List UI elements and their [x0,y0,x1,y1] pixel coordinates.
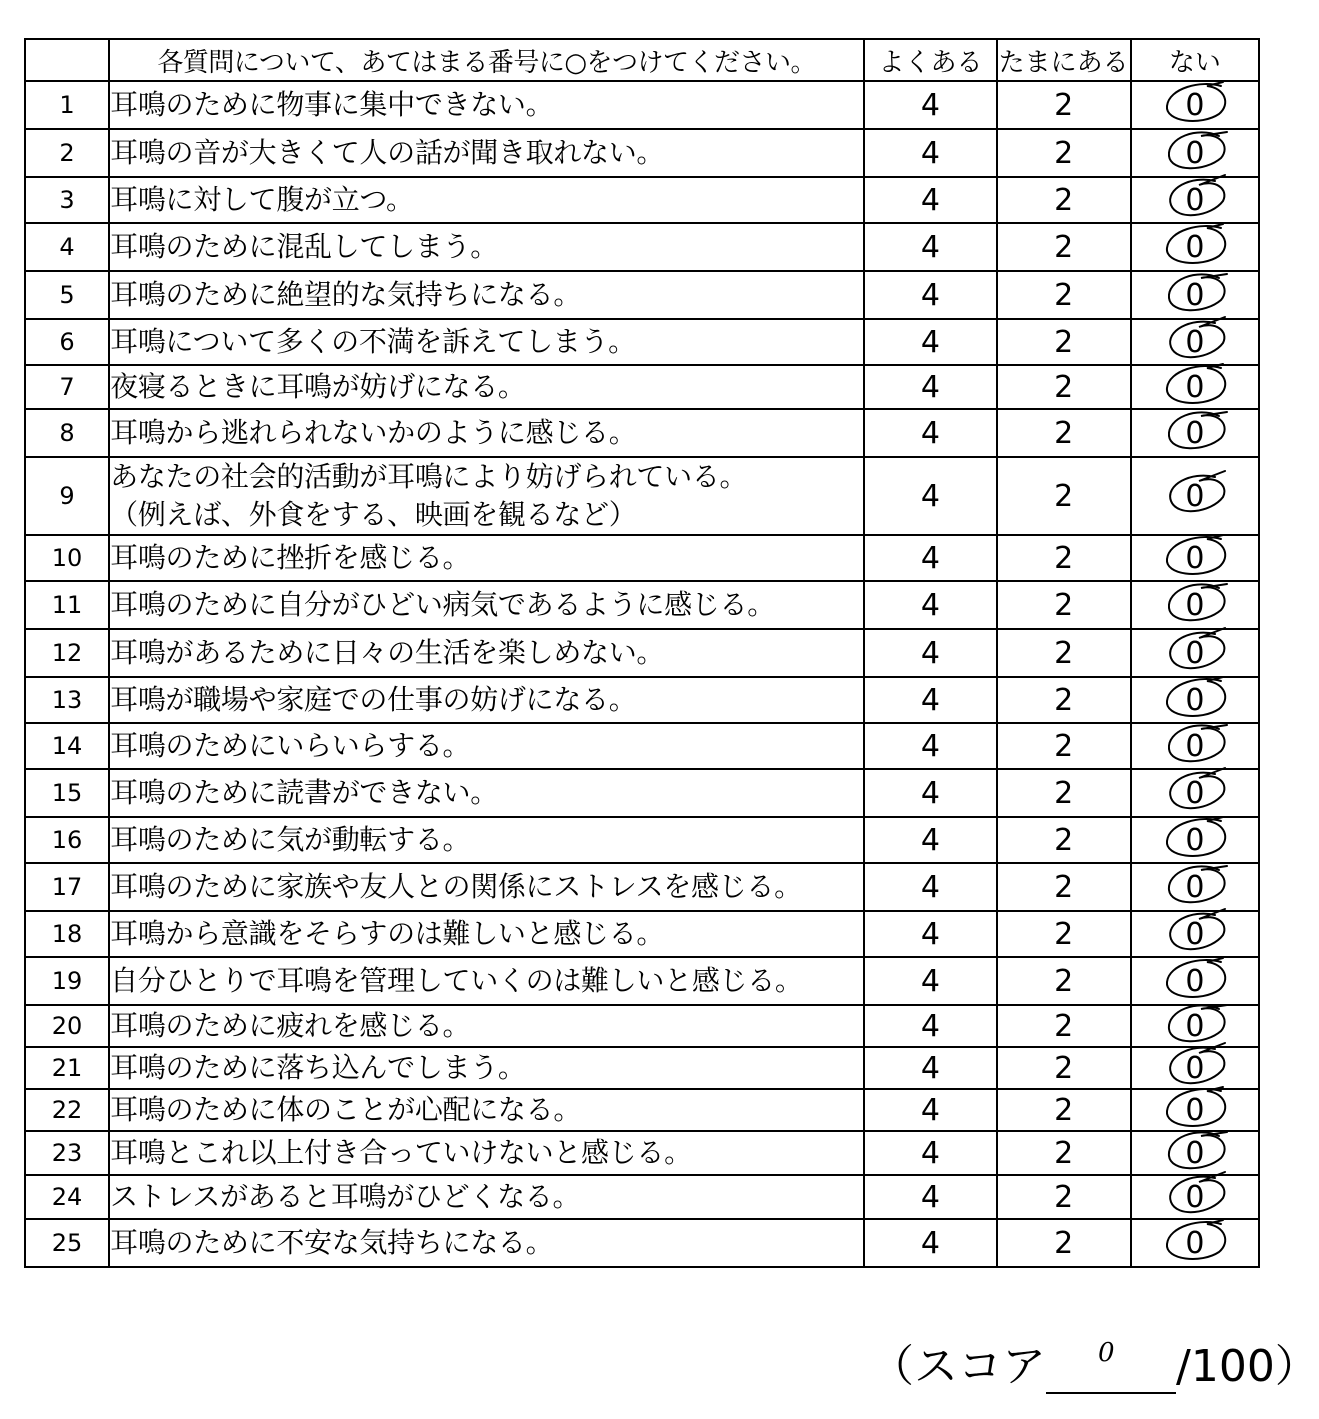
question-number: 24 [25,1175,109,1219]
circled-answer [1185,325,1204,360]
question-row [25,1047,1259,1089]
question-text: 夜寝るときに耳鳴が妨げになる。 [110,370,526,403]
question-number: 20 [25,1005,109,1047]
circled-answer [1185,1180,1204,1215]
question-text: 耳鳴のために気が動転する。 [110,823,471,856]
question-number: 22 [25,1089,109,1131]
question-row [25,319,1259,365]
question-text: 耳鳴のためにいらいらする。 [110,729,471,762]
option-never[interactable] [1131,1219,1259,1267]
question-row [25,863,1259,911]
question-number: 8 [25,409,109,457]
question-row [25,1219,1259,1267]
question-text-cell [109,1131,864,1175]
option-never-value: 0 [1185,1179,1205,1215]
option-never[interactable] [1131,1131,1259,1175]
question-number: 6 [25,319,109,365]
question-row [25,129,1259,177]
question-text: 耳鳴のために自分がひどい病気であるように感じる。 [110,588,775,621]
question-number: 4 [25,223,109,271]
option-never[interactable] [1131,457,1259,535]
option-often[interactable]: 4 [864,1219,996,1267]
question-number: 18 [25,911,109,957]
question-number: 9 [25,457,109,535]
question-text-cell [109,1175,864,1219]
question-row [25,629,1259,677]
option-sometimes[interactable]: 2 [997,365,1131,409]
option-never-value: 0 [1185,728,1205,764]
hand-drawn-circle-icon [1161,813,1233,865]
circled-answer [1185,870,1204,905]
question-text-cell [109,319,864,365]
option-never[interactable] [1131,409,1259,457]
question-text-cell [109,457,864,535]
question-row [25,957,1259,1005]
question-number: 2 [25,129,109,177]
question-text: 耳鳴のために疲れを感じる。 [110,1009,471,1042]
header-often: よくある [864,39,996,81]
question-text-cell [109,723,864,769]
question-number: 16 [25,817,109,863]
question-row [25,409,1259,457]
question-number: 13 [25,677,109,723]
hand-drawn-circle-icon [1161,469,1233,521]
question-text: 耳鳴のために体のことが心配になる。 [110,1093,582,1126]
option-never-value: 0 [1185,1050,1205,1086]
question-row [25,535,1259,581]
hand-drawn-circle-icon [1161,268,1233,320]
question-text: 耳鳴のために絶望的な気持ちになる。 [110,278,582,311]
option-never-value: 0 [1185,415,1205,451]
question-text: 耳鳴のために読書ができない。 [110,776,498,809]
option-never[interactable] [1131,817,1259,863]
question-number: 10 [25,535,109,581]
option-never[interactable] [1131,81,1259,129]
question-row [25,457,1259,535]
option-never-value: 0 [1185,277,1205,313]
header-sometimes: たまにある [997,39,1131,81]
option-often[interactable]: 4 [864,81,996,129]
option-never-value: 0 [1185,478,1205,514]
option-never-value: 0 [1185,324,1205,360]
option-never-value: 0 [1185,369,1205,405]
question-text: 耳鳴の音が大きくて人の話が聞き取れない。 [110,136,665,169]
circled-answer [1185,588,1204,623]
option-sometimes[interactable]: 2 [997,1175,1131,1219]
option-sometimes[interactable]: 2 [997,177,1131,223]
option-never[interactable] [1131,271,1259,319]
option-never[interactable] [1131,365,1259,409]
option-sometimes[interactable]: 2 [997,581,1131,629]
question-text-cell [109,957,864,1005]
option-often[interactable]: 4 [864,957,996,1005]
hand-drawn-circle-icon [1161,766,1233,818]
option-never[interactable] [1131,723,1259,769]
option-often[interactable]: 4 [864,129,996,177]
question-text: 耳鳴のために家族や友人との関係にストレスを感じる。 [110,870,802,903]
hand-drawn-circle-icon [1161,719,1233,771]
circled-answer [1185,1226,1204,1261]
header-never: ない [1131,39,1259,81]
question-text: 耳鳴のために挫折を感じる。 [110,541,471,574]
option-never[interactable] [1131,629,1259,677]
circled-answer [1185,136,1204,171]
circled-answer [1185,1009,1204,1044]
circled-answer [1185,88,1204,123]
option-sometimes[interactable]: 2 [997,271,1131,319]
hand-drawn-circle-icon [1161,860,1233,912]
option-sometimes[interactable]: 2 [997,1089,1131,1131]
hand-drawn-circle-icon [1161,907,1233,959]
option-sometimes[interactable]: 2 [997,129,1131,177]
hand-drawn-circle-icon [1161,1216,1233,1268]
question-text-cell [109,911,864,957]
option-sometimes[interactable]: 2 [997,723,1131,769]
option-often[interactable]: 4 [864,769,996,817]
circled-answer [1185,230,1204,265]
option-never-value: 0 [1185,682,1205,718]
option-sometimes[interactable]: 2 [997,1005,1131,1047]
option-sometimes[interactable]: 2 [997,319,1131,365]
circled-answer [1185,729,1204,764]
hand-drawn-circle-icon [1161,78,1233,130]
circled-answer [1185,183,1204,218]
option-often[interactable]: 4 [864,677,996,723]
circled-answer [1185,416,1204,451]
question-text-cell [109,863,864,911]
option-never-value: 0 [1185,587,1205,623]
option-often[interactable]: 4 [864,723,996,769]
question-number: 11 [25,581,109,629]
option-often[interactable]: 4 [864,911,996,957]
question-text: ストレスがあると耳鳴がひどくなる。 [110,1180,581,1213]
option-often[interactable]: 4 [864,1047,996,1089]
question-text-cell [109,409,864,457]
option-often[interactable]: 4 [864,457,996,535]
option-often[interactable]: 4 [864,535,996,581]
hand-drawn-circle-icon [1161,531,1233,583]
question-row [25,677,1259,723]
question-row [25,1175,1259,1219]
question-number: 14 [25,723,109,769]
option-never-value: 0 [1185,775,1205,811]
option-never-value: 0 [1185,87,1205,123]
option-never-value: 0 [1185,1008,1205,1044]
option-sometimes[interactable]: 2 [997,863,1131,911]
circled-answer [1185,636,1204,671]
hand-drawn-circle-icon [1161,578,1233,630]
option-never[interactable] [1131,319,1259,365]
question-text-cell [109,271,864,319]
question-text: 耳鳴から意識をそらすのは難しいと感じる。 [110,917,665,950]
option-often[interactable]: 4 [864,319,996,365]
question-row [25,723,1259,769]
score-value: 0 [1098,1338,1115,1368]
question-text-cell [109,629,864,677]
option-sometimes[interactable]: 2 [997,1219,1131,1267]
option-sometimes[interactable]: 2 [997,817,1131,863]
score-total: /100） [1176,1341,1319,1392]
option-never-value: 0 [1185,182,1205,218]
question-text: 耳鳴が職場や家庭での仕事の妨げになる。 [110,683,637,716]
question-number: 12 [25,629,109,677]
circled-answer [1185,370,1204,405]
option-never[interactable] [1131,129,1259,177]
option-never-value: 0 [1185,916,1205,952]
option-never[interactable] [1131,863,1259,911]
option-never[interactable] [1131,581,1259,629]
circled-answer [1185,964,1204,999]
score-blank[interactable] [1046,1338,1176,1394]
option-never[interactable] [1131,535,1259,581]
question-number: 15 [25,769,109,817]
questionnaire-table [24,38,1260,1268]
question-row [25,769,1259,817]
option-never[interactable] [1131,223,1259,271]
question-text-cell [109,81,864,129]
option-never-value: 0 [1185,540,1205,576]
hand-drawn-circle-icon [1161,406,1233,458]
option-sometimes[interactable]: 2 [997,911,1131,957]
question-row [25,911,1259,957]
question-text-cell [109,223,864,271]
question-text: 耳鳴のために不安な気持ちになる。 [110,1226,554,1259]
question-text: 耳鳴に対して腹が立つ。 [110,183,414,216]
option-sometimes[interactable]: 2 [997,457,1131,535]
hand-drawn-circle-icon [1161,126,1233,178]
circled-answer [1185,823,1204,858]
question-text: 耳鳴のために混乱してしまう。 [110,230,498,263]
question-row [25,1131,1259,1175]
option-often[interactable]: 4 [864,863,996,911]
option-often[interactable]: 4 [864,1131,996,1175]
option-never-value: 0 [1185,1135,1205,1171]
option-never-value: 0 [1185,135,1205,171]
question-text-note: （例えば、外食をする、映画を観るなど） [110,498,637,531]
question-number: 21 [25,1047,109,1089]
question-text: 耳鳴があるために日々の生活を楽しめない。 [110,636,665,669]
circled-answer [1185,1136,1204,1171]
question-number: 1 [25,81,109,129]
question-row [25,817,1259,863]
option-often[interactable]: 4 [864,1005,996,1047]
option-sometimes[interactable]: 2 [997,1047,1131,1089]
question-text: 耳鳴について多くの不満を訴えてしまう。 [110,325,636,358]
score-label: （スコア [870,1341,1046,1392]
option-often[interactable]: 4 [864,409,996,457]
question-text: 耳鳴とこれ以上付き合っていけないと感じる。 [110,1136,692,1169]
question-number: 3 [25,177,109,223]
header-row [25,39,1259,81]
question-row [25,365,1259,409]
option-often[interactable]: 4 [864,223,996,271]
option-sometimes[interactable]: 2 [997,769,1131,817]
option-never-value: 0 [1185,1092,1205,1128]
score-line [870,1330,1319,1394]
hand-drawn-circle-icon [1161,360,1233,412]
option-never-value: 0 [1185,229,1205,265]
question-text-cell [109,365,864,409]
option-sometimes[interactable]: 2 [997,957,1131,1005]
question-text-cell [109,177,864,223]
circled-answer [1185,776,1204,811]
option-sometimes[interactable]: 2 [997,677,1131,723]
option-never-value: 0 [1185,869,1205,905]
hand-drawn-circle-icon [1161,173,1233,225]
hand-drawn-circle-icon [1161,1170,1233,1222]
option-never-value: 0 [1185,963,1205,999]
question-number: 17 [25,863,109,911]
circled-answer [1185,917,1204,952]
question-text-cell [109,1047,864,1089]
question-list [25,81,1259,1267]
question-row [25,271,1259,319]
hand-drawn-circle-icon [1161,673,1233,725]
question-text-cell [109,769,864,817]
option-often[interactable]: 4 [864,1089,996,1131]
circled-answer [1185,278,1204,313]
question-row [25,177,1259,223]
option-never[interactable] [1131,1175,1259,1219]
option-sometimes[interactable]: 2 [997,81,1131,129]
header-number-cell [25,39,109,81]
option-often[interactable]: 4 [864,817,996,863]
option-never[interactable] [1131,177,1259,223]
option-never[interactable] [1131,769,1259,817]
option-often[interactable]: 4 [864,1175,996,1219]
hand-drawn-circle-icon [1161,626,1233,678]
question-number: 5 [25,271,109,319]
question-text: 耳鳴のために物事に集中できない。 [110,88,554,121]
option-often[interactable]: 4 [864,271,996,319]
question-text-cell [109,129,864,177]
option-never-value: 0 [1185,635,1205,671]
question-row [25,81,1259,129]
option-never-value: 0 [1185,822,1205,858]
question-text: あなたの社会的活動が耳鳴により妨げられている。 [110,460,748,493]
option-often[interactable]: 4 [864,177,996,223]
question-row [25,1089,1259,1131]
option-often[interactable]: 4 [864,365,996,409]
question-text: 耳鳴から逃れられないかのように感じる。 [110,416,637,449]
option-sometimes[interactable]: 2 [997,223,1131,271]
option-sometimes[interactable]: 2 [997,629,1131,677]
question-row [25,581,1259,629]
option-never[interactable] [1131,911,1259,957]
instruction-header: 各質問について、あてはまる番号に○をつけてください。 [109,39,864,81]
option-sometimes[interactable]: 2 [997,409,1131,457]
option-never-value: 0 [1185,1225,1205,1261]
question-row [25,223,1259,271]
option-sometimes[interactable]: 2 [997,1131,1131,1175]
question-text: 自分ひとりで耳鳴を管理していくのは難しいと感じる。 [110,964,803,997]
question-number: 23 [25,1131,109,1175]
option-sometimes[interactable]: 2 [997,535,1131,581]
circled-answer [1185,1093,1204,1128]
question-number: 7 [25,365,109,409]
option-often[interactable]: 4 [864,629,996,677]
question-number: 19 [25,957,109,1005]
question-text: 耳鳴のために落ち込んでしまう。 [110,1051,526,1084]
question-text-cell [109,677,864,723]
question-text-cell [109,1089,864,1131]
question-number: 25 [25,1219,109,1267]
question-row [25,1005,1259,1047]
circled-answer [1185,683,1204,718]
circled-answer [1185,1051,1204,1086]
question-text-cell [109,817,864,863]
question-text-cell [109,1219,864,1267]
circled-answer [1185,479,1204,514]
option-never[interactable] [1131,677,1259,723]
question-text-cell [109,535,864,581]
question-text-cell [109,581,864,629]
question-text-cell [109,1005,864,1047]
option-often[interactable]: 4 [864,581,996,629]
hand-drawn-circle-icon [1161,220,1233,272]
circled-answer [1185,541,1204,576]
